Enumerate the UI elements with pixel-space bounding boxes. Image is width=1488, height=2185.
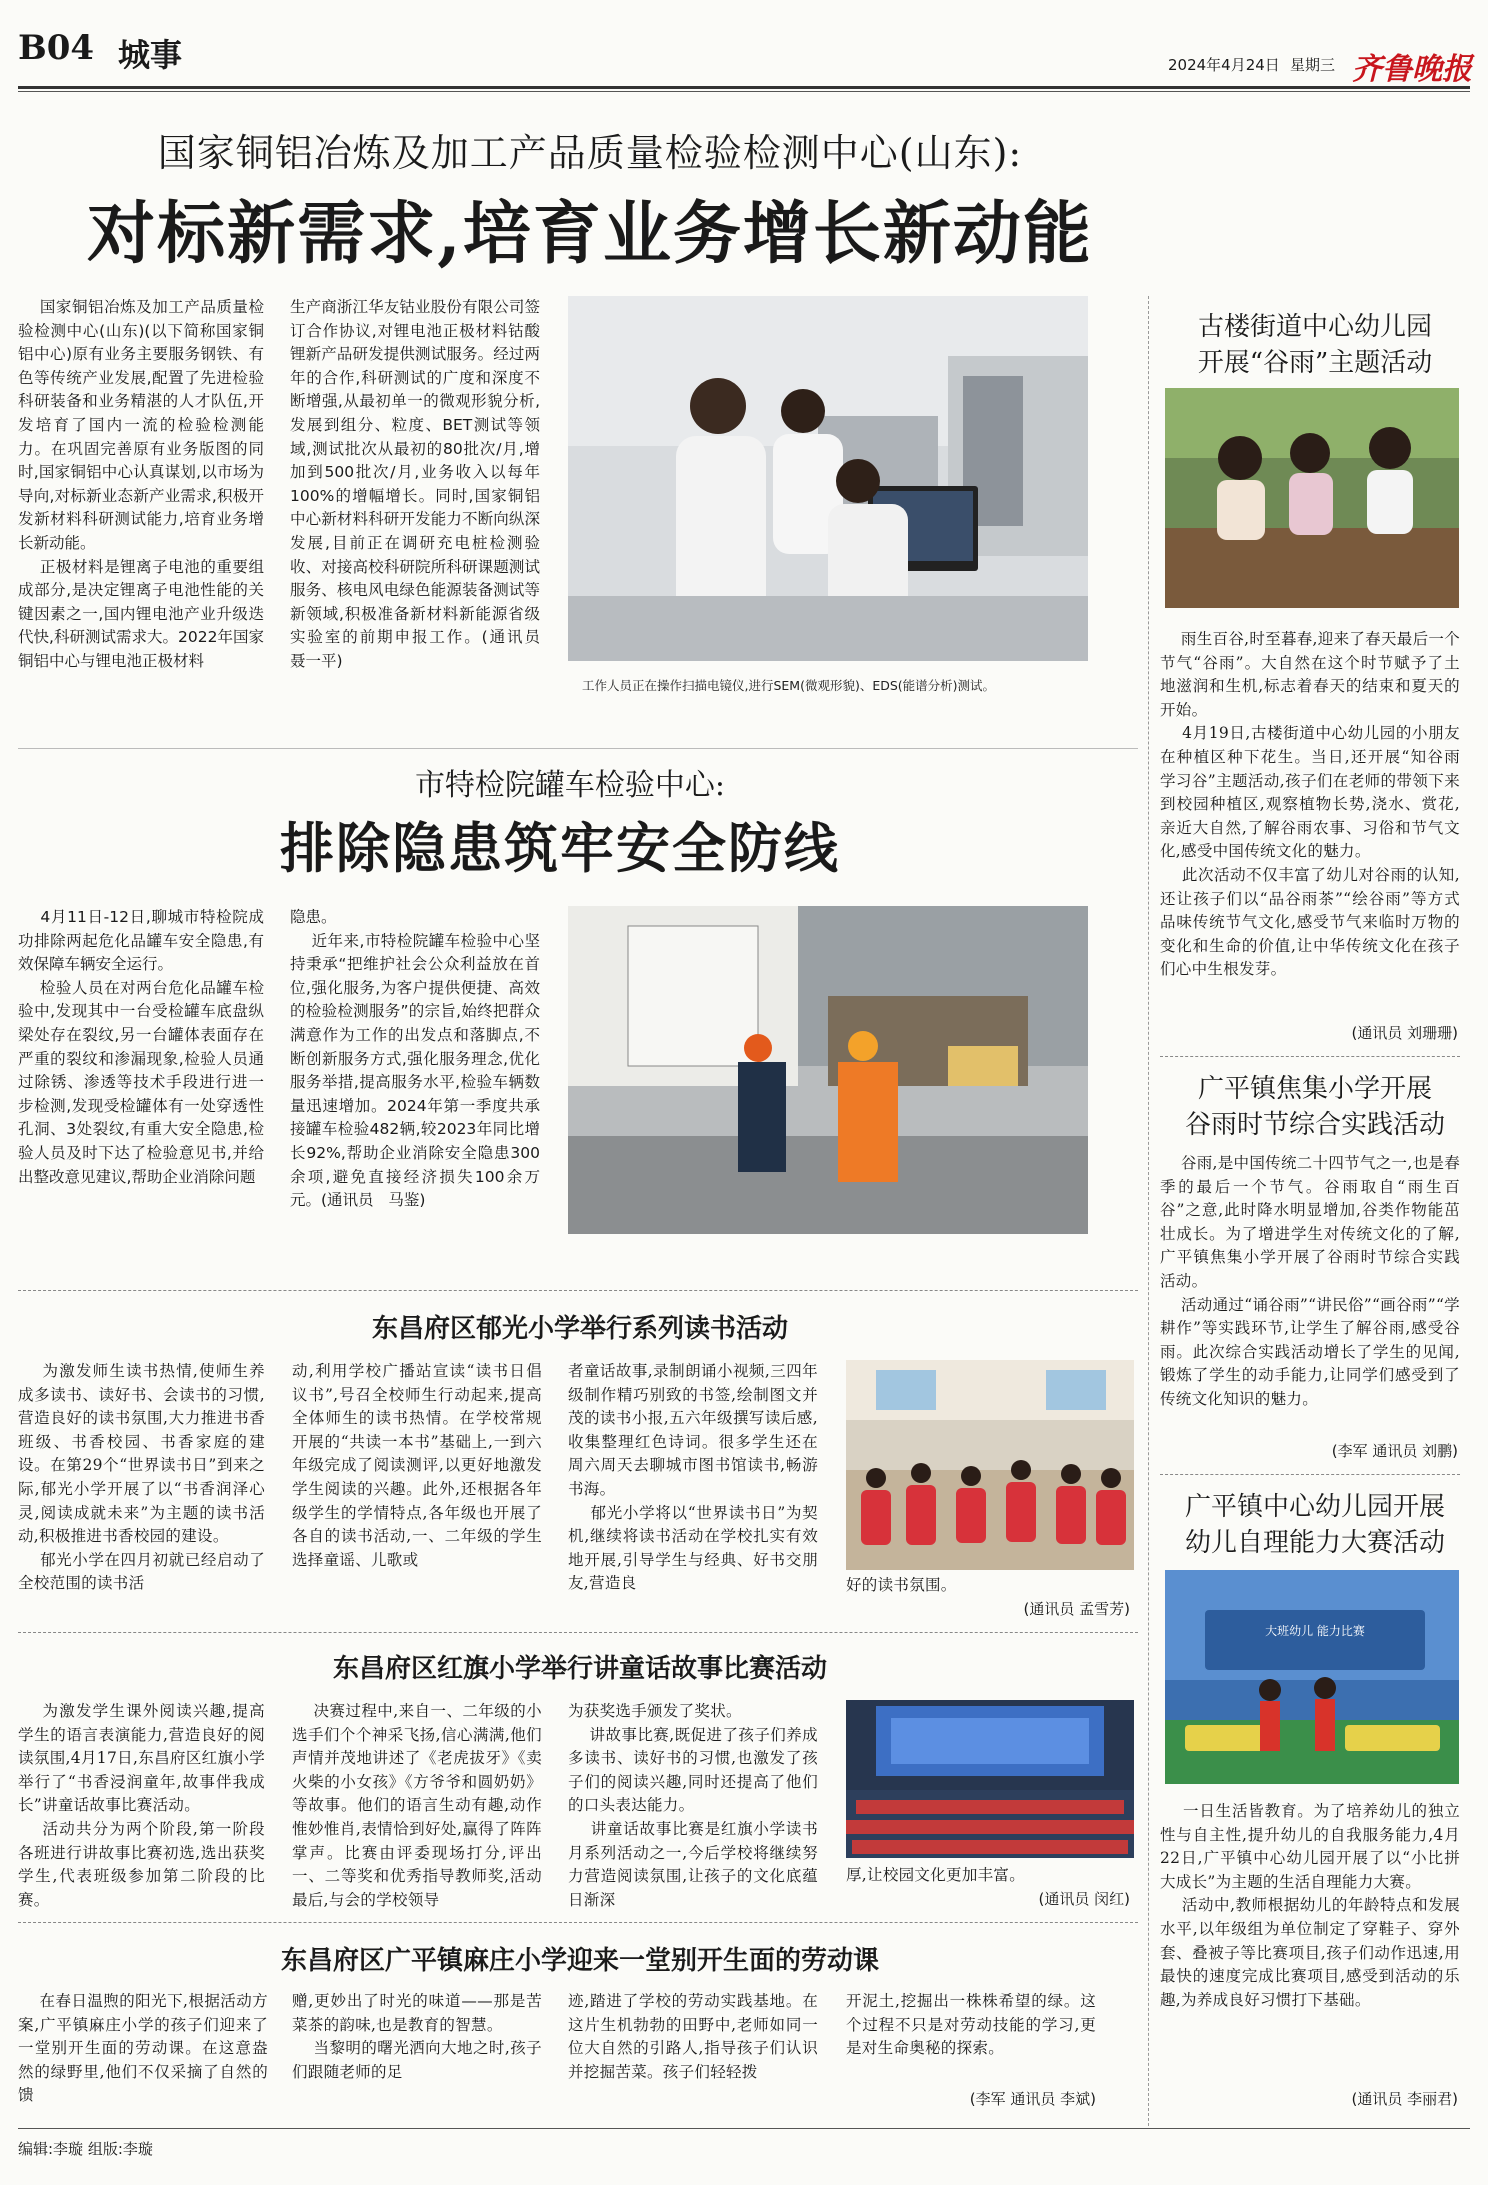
article3-col1: 为激发师生读书热情,使师生养成多读书、读好书、会读书的习惯,营造良好的读书氛围,大力推进书香班级、书香校园、书香家庭的建设。在第29个“世界读书日”到来之际,郁光小学开展了以“书香润泽心灵,阅读成就未来”为主题的读书活动,积极推进书香校园的建设。 郁光小学在四月初就已经启动了全校范围的读书活	[18, 1362, 265, 1593]
sidebar-story1-title2: 开展“谷雨”主题活动	[1197, 348, 1433, 378]
article5-top-rule	[18, 1922, 1138, 1923]
article4-col2: 决赛过程中,来自一、二年级的小选手们个个神采飞扬,信心满满,他们声情并茂地讲述了《老虎拔牙》《卖火柴的小女孩》《方爷爷和圆奶奶》等故事。他们的语言生动有趣,动作惟妙惟肖,表情恰到好处,赢得了阵阵掌声。比赛由评委现场打分,评出一、二等奖和优秀指导教师奖,活动最后,与会的学校领导	[292, 1702, 542, 1909]
article4-col4-tail: 厚,让校园文化更加丰富。	[846, 1866, 1026, 1884]
sidebar-story1-title1: 古楼街道中心幼儿园	[1197, 312, 1432, 342]
article4-title: 东昌府区红旗小学举行讲童话故事比赛活动	[332, 1654, 827, 1684]
header-rule	[18, 86, 1470, 89]
article1-title: 对标新需求,培育业务增长新动能	[87, 194, 1093, 274]
article5-col2: 赠,更妙出了时光的味道——那是苦菜茶的韵味,也是教育的智慧。 当黎明的曙光洒向大地之时,孩子们跟随老师的足	[292, 1992, 542, 2081]
tank-truck-photo	[568, 906, 1088, 1234]
article5-col1: 在春日温煦的阳光下,根据活动方案,广平镇麻庄小学的孩子们迎来了一堂别开生面的劳动课。在这意盎然的绿野里,他们不仅采摘了自然的馈	[18, 1992, 268, 2105]
article3-col3: 者童话故事,录制朗诵小视频,三四年级制作精巧别致的书签,绘制图文并茂的读书小报,五六年级撰写读后感,收集整理红色诗词。很多学生还在周六周天去聊城市图书馆读书,畅游书海。 郁光小学将以“世界读书日”为契机,继续将读书活动在学校扎实有效地开展,引导学生与经典、好书交朋友,营造良	[568, 1362, 818, 1593]
kindergarten-contest-photo	[1165, 1570, 1459, 1784]
header-rule-thin	[18, 91, 1470, 92]
sidebar-separator-2	[1160, 1474, 1460, 1475]
masthead-logo: 齐鲁晚报	[1352, 52, 1472, 87]
sidebar-story3-title2: 幼儿自理能力大赛活动	[1184, 1528, 1445, 1558]
contest-banner-text: 大班幼儿 能力比赛	[1265, 1624, 1365, 1638]
sidebar-story1-body: 雨生百谷,时至暮春,迎来了春天最后一个节气“谷雨”。大自然在这个时节赋予了土地滋润和生机,标志着春天的结束和夏天的开始。 4月19日,古楼街道中心幼儿园的小朋友在种植区种下花生。当日,还开展“知谷雨 学习谷”主题活动,孩子们在老师的带领下来到校园种植区,观察植物长势,浇水、赏花,亲近大自然,了解谷雨农事、习俗和节气文化,感受中国传统文化的魅力。 此次活动不仅丰富了幼儿对谷雨的认知,还让孩子们以“品谷雨茶”“绘谷雨”等方式品味传统节气文化,感受节气来临时万物的变化和生命的价值,让中华传统文化在孩子们心中生根发芽。	[1160, 630, 1460, 979]
kindergarten-planting-photo	[1165, 388, 1459, 608]
article2-col2: 隐患。 近年来,市特检院罐车检验中心坚持秉承“把维护社会公众利益放在首位,强化服务,为客户提供便捷、高效的检验检测服务”的宗旨,始终把群众满意作为工作的出发点和落脚点,不断创新服务方式,强化服务理念,优化服务举措,提高服务水平,检验车辆数量迅速增加。2024年第一季度共承接罐车检验482辆,较2023年同比增长92%,帮助企业消除安全隐患300余项,避免直接经济损失100余万元。(通讯员 马鉴)	[290, 908, 540, 1210]
sidebar-story3-body: 一日生活皆教育。为了培养幼儿的独立性与自主性,提升幼儿的自我服务能力,4月22日,广平镇中心幼儿园开展了以“小比拼 大成长”为主题的生活自理能力大赛。 活动中,教师根据幼儿的年龄特点和发展水平,以年级组为单位制定了穿鞋子、穿外套、叠被子等比赛项目,孩子们动作迅速,用最快的速度完成比赛项目,感受到活动的乐趣,为养成良好习惯打下基础。	[1160, 1802, 1460, 2009]
reading-classroom-photo	[846, 1360, 1134, 1570]
storytelling-hall-photo	[846, 1700, 1134, 1858]
article2-top-rule	[18, 748, 1138, 749]
sidebar-story3-credit: (通讯员 李丽君)	[1351, 2090, 1458, 2108]
article2-col1: 4月11日-12日,聊城市特检院成功排除两起危化品罐车安全隐患,有效保障车辆安全运行。 检验人员在对两台危化品罐车检验中,发现其中一台受检罐车底盘纵梁处存在裂纹,另一台罐体表面存在严重的裂纹和渗漏现象,检验人员通过除锈、渗透等技术手段进行进一步检测,发现受检罐体有一处穿透性孔洞、3处裂纹,有重大安全隐患,检验人员及时下达了检验意见书,并给出整改意见建议,帮助企业消除问题	[18, 908, 264, 1186]
article4-credit: (通讯员 闵红)	[1038, 1890, 1130, 1908]
article2-kicker: 市特检院罐车检验中心:	[414, 768, 726, 803]
sidebar-story2-body: 谷雨,是中国传统二十四节气之一,也是春季的最后一个节气。谷雨取自“雨生百谷”之意,此时降水明显增加,谷类作物能茁壮成长。为了增进学生对传统文化的了解,广平镇焦集小学开展了谷雨时节综合实践活动。 活动通过“诵谷雨”“讲民俗”“画谷雨”“学耕作”等实践环节,让学生了解谷雨,感受谷雨。此次综合实践活动增长了学生的见闻,锻炼了学生的动手能力,让同学们感受到了传统文化知识的魅力。	[1160, 1154, 1460, 1408]
article4-top-rule	[18, 1632, 1138, 1633]
lab-photo	[568, 296, 1088, 661]
article5-col3: 迹,踏进了学校的劳动实践基地。在这片生机勃勃的田野中,老师如同一位大自然的引路人,指导孩子们认识并挖掘苦菜。孩子们轻轻拨	[568, 1992, 818, 2081]
article1-kicker: 国家铜铝冶炼及加工产品质量检验检测中心(山东):	[157, 131, 1023, 175]
issue-date: 2024年4月24日	[1168, 56, 1280, 74]
issue-weekday: 星期三	[1290, 56, 1336, 74]
article1-col1: 国家铜铝冶炼及加工产品质量检验检测中心(山东)(以下简称国家铜铝中心)原有业务主要服务钢铁、有色等传统产业发展,配置了先进检验科研装备和业务精湛的人才队伍,开发培育了国内一流的检验检测能力。在巩固完善原有业务版图的同时,国家铜铝中心认真谋划,以市场为导向,对标新业态新产业需求,积极开发新材料科研测试能力,培育业务增长新动能。 正极材料是锂离子电池的重要组成部分,是决定锂离子电池性能的关键因素之一,国内锂电池产业升级迭代快,科研测试需求大。2022年国家铜铝中心与锂电池正极材料	[18, 298, 264, 670]
lab-photo-caption: 工作人员正在操作扫描电镜仪,进行SEM(微观形貌)、EDS(能谱分析)测试。	[582, 678, 996, 693]
page-code: B04	[18, 28, 95, 68]
sidebar-story2-credit: (李军 通讯员 刘鹏)	[1331, 1442, 1458, 1460]
sidebar-separator-1	[1160, 1056, 1460, 1057]
article5-credit: (李军 通讯员 李斌)	[969, 2090, 1096, 2108]
sidebar-divider	[1148, 296, 1149, 2126]
footer-editor: 编辑:李璇 组版:李璇	[18, 2140, 153, 2158]
article2-title: 排除隐患筑牢安全防线	[280, 816, 840, 880]
article3-col4-tail: 好的读书氛围。	[846, 1576, 957, 1594]
article5-title: 东昌府区广平镇麻庄小学迎来一堂别开生面的劳动课	[280, 1946, 879, 1976]
footer-rule	[18, 2128, 1470, 2129]
article4-col1: 为激发学生课外阅读兴趣,提高学生的语言表演能力,营造良好的阅读氛围,4月17日,东昌府区红旗小学举行了“书香浸润童年,故事伴我成长”讲童话故事比赛活动。 活动共分为两个阶段,第一阶段各班进行讲故事比赛初选,选出获奖学生,代表班级参加第二阶段的比赛。	[18, 1702, 265, 1909]
article4-col3: 为获奖选手颁发了奖状。 讲故事比赛,既促进了孩子们养成多读书、读好书的习惯,也激发了孩子们的阅读兴趣,同时还提高了他们的口头表达能力。 讲童话故事比赛是红旗小学读书月系列活动之一,今后学校将继续努力营造阅读氛围,让孩子的文化底蕴日渐深	[568, 1702, 818, 1909]
article3-col2: 动,利用学校广播站宣读“读书日倡议书”,号召全校师生行动起来,提高全体师生的读书热情。在学校常规开展的“共读一本书”基础上,一到六年级完成了阅读测评,以更好地激发学生阅读的兴趣。此外,还根据各年级学生的学情特点,各年级也开展了各自的读书活动,一、二年级的学生选择童谣、儿歌或	[292, 1362, 542, 1569]
sidebar-story2-title1: 广平镇焦集小学开展	[1197, 1074, 1432, 1104]
sidebar-story3-title1: 广平镇中心幼儿园开展	[1184, 1492, 1445, 1522]
article3-title: 东昌府区郁光小学举行系列读书活动	[371, 1314, 788, 1344]
article3-credit: (通讯员 孟雪芳)	[1023, 1600, 1130, 1618]
article1-col2: 生产商浙江华友钴业股份有限公司签订合作协议,对锂电池正极材料钴酸锂新产品研发提供测试服务。经过两年的合作,科研测试的广度和深度不断增强,从最初单一的微观形貌分析,发展到组分、粒度、BET测试等领域,测试批次从最初的80批次/月,增加到500批次/月,业务收入以每年100%的增幅增长。同时,国家铜铝中心新材料科研开发能力不断向纵深发展,目前正在调研充电桩检测验收、对接高校科研院所科研课题测试服务、核电风电绿色能源装备测试等新领域,积极准备新材料新能源省级实验室的前期申报工作。(通讯员 聂一平)	[290, 298, 555, 670]
sidebar-story1-credit: (通讯员 刘珊珊)	[1351, 1024, 1458, 1042]
article3-top-rule	[18, 1290, 1138, 1291]
article5-col4: 开泥土,挖掘出一株株希望的绿。这个过程不只是对劳动技能的学习,更是对生命奥秘的探索。	[846, 1992, 1096, 2058]
sidebar-story2-title2: 谷雨时节综合实践活动	[1184, 1110, 1445, 1140]
section-name: 城事	[118, 36, 183, 74]
